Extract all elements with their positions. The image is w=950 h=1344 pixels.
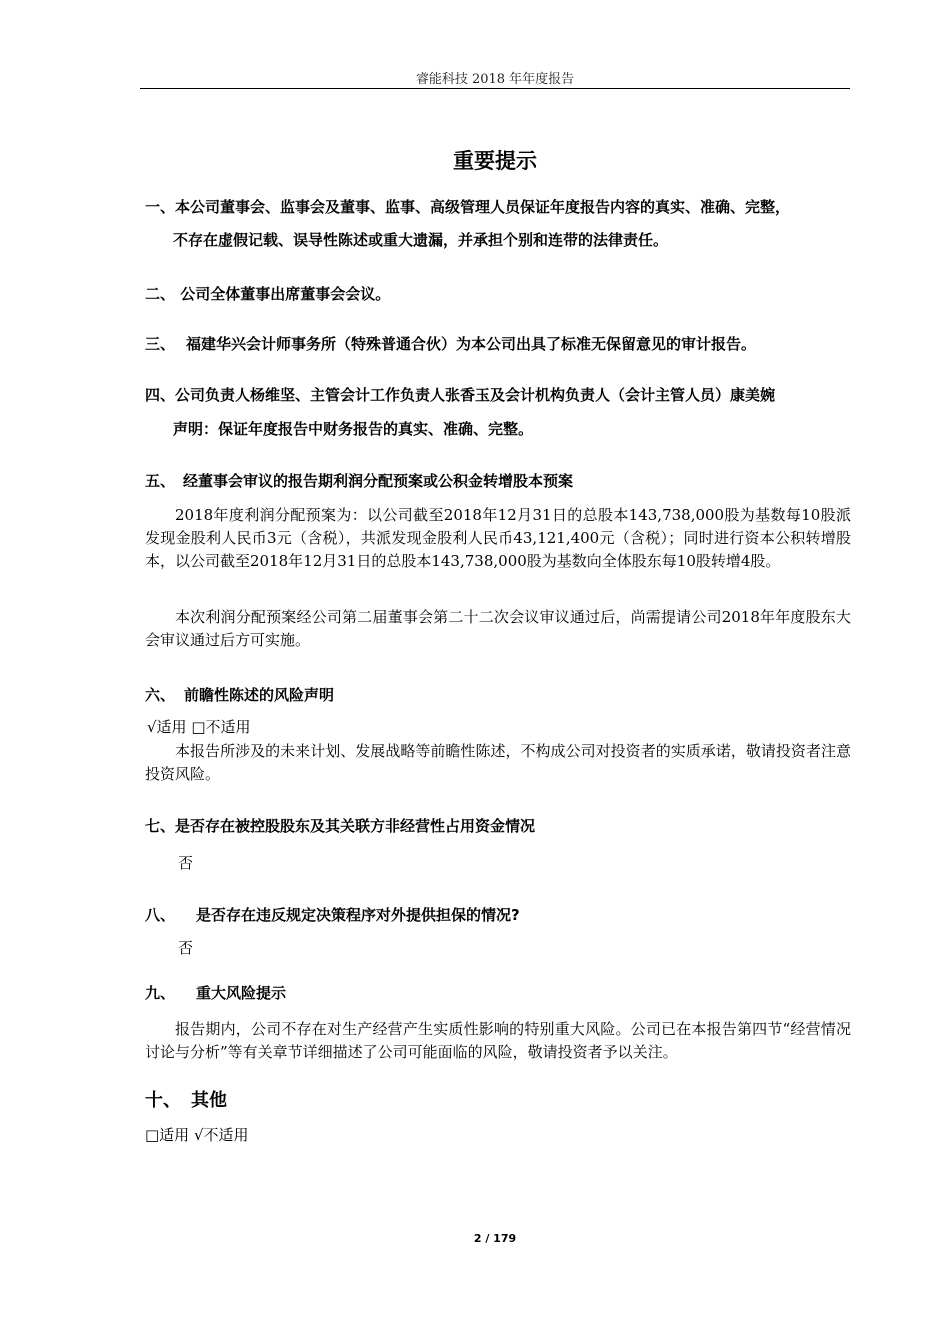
header-rule	[140, 88, 850, 89]
section-4-line-1: 四、公司负责人杨维坚、主管会计工作负责人张香玉及会计机构负责人（会计主管人员）康美婉	[145, 386, 776, 404]
section-7-answer: 否	[178, 854, 194, 872]
section-10-heading: 其他	[191, 1090, 227, 1111]
section-4-line-2: 声明：保证年度报告中财务报告的真实、准确、完整。	[173, 420, 534, 438]
section-7-heading: 七、是否存在被控股股东及其关联方非经营性占用资金情况	[145, 817, 536, 835]
section-6-heading: 前瞻性陈述的风险声明	[184, 686, 335, 704]
section-1-line-2: 不存在虚假记载、误导性陈述或重大遗漏，并承担个别和连带的法律责任。	[173, 231, 669, 249]
section-5-heading: 经董事会审议的报告期利润分配预案或公积金转增股本预案	[183, 472, 574, 490]
section-8-number: 八、	[145, 906, 176, 924]
section-10-applicability: □适用 √不适用	[145, 1126, 249, 1144]
section-10-number: 十、	[145, 1090, 181, 1111]
section-6-number: 六、	[145, 686, 176, 704]
page-header: 睿能科技 2018 年年度报告	[415, 72, 575, 87]
page-number: 2 / 179	[473, 1232, 517, 1245]
section-3-number: 三、	[145, 335, 176, 353]
section-9-paragraph: 报告期内，公司不存在对生产经营产生实质性影响的特别重大风险。公司已在本报告第四节“经营情况讨论与分析”等有关章节详细描述了公司可能面临的风险，敬请投资者予以关注。	[145, 1020, 851, 1061]
section-3-text: 福建华兴会计师事务所（特殊普通合伙）为本公司出具了标准无保留意见的审计报告。	[186, 335, 757, 353]
page-title: 重要提示	[453, 149, 537, 173]
section-5-number: 五、	[145, 472, 176, 490]
section-1-line-1: 一、本公司董事会、监事会及董事、监事、高级管理人员保证年度报告内容的真实、准确、完整，	[145, 198, 791, 216]
section-6-applicability: √适用 □不适用	[147, 718, 251, 736]
section-6-paragraph: 本报告所涉及的未来计划、发展战略等前瞻性陈述，不构成公司对投资者的实质承诺，敬请投资者注意投资风险。	[145, 742, 851, 783]
section-2: 二、 公司全体董事出席董事会会议。	[145, 285, 391, 303]
section-9-heading: 重大风险提示	[196, 984, 287, 1002]
section-5-paragraph-1: 2018年度利润分配预案为：以公司截至2018年12月31日的总股本143,738,000股为基数每10股派发现金股利人民币3元（含税），共派发现金股利人民币43,121,400元（含税）；同时进行资本公积转增股本，以公司截至2018年12月31日的总股本143,738,000股为基数向全体股东每10股转增4股。	[145, 506, 851, 570]
section-8-heading: 是否存在违反规定决策程序对外提供担保的情况?	[196, 906, 520, 924]
section-9-number: 九、	[145, 984, 176, 1002]
section-5-paragraph-2: 本次利润分配预案经公司第二届董事会第二十二次会议审议通过后，尚需提请公司2018年年度股东大会审议通过后方可实施。	[145, 608, 851, 649]
section-8-answer: 否	[178, 939, 194, 957]
